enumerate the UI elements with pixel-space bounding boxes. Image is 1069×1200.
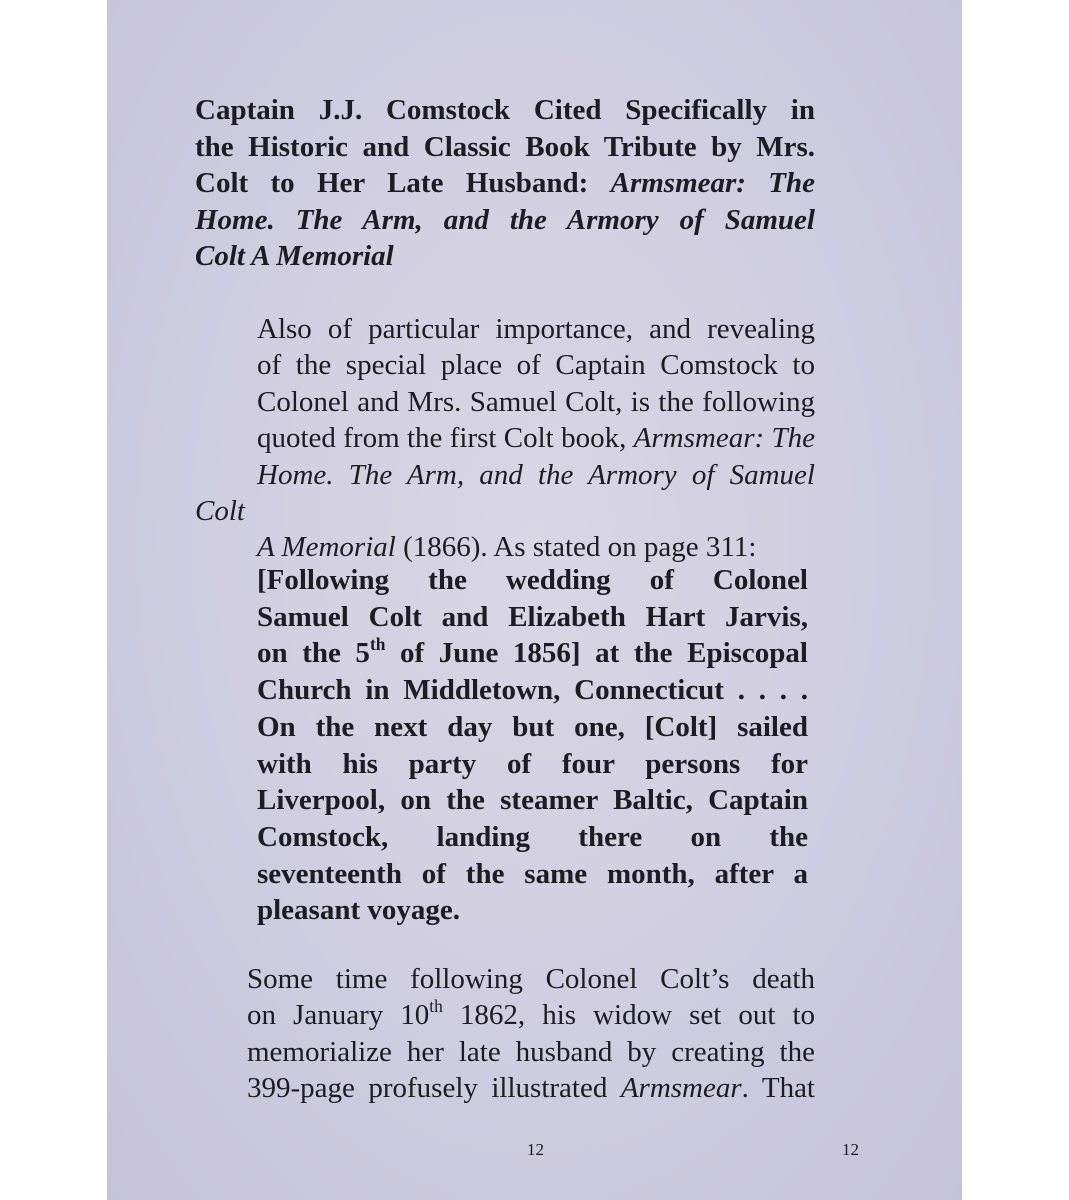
quote-line: Samuel Colt and Elizabeth Hart Jarvis,: [257, 600, 808, 633]
quote-line: Church in Middletown, Connecticut . . . .: [257, 674, 808, 707]
paragraph-text: 1862, his widow set out to: [459, 999, 816, 1032]
ordinal-suffix: th: [429, 996, 443, 1017]
quote-text: on the 5: [257, 637, 370, 670]
quote-line: pleasant voyage.: [257, 894, 460, 927]
heading-line: Captain J.J. Comstock Cited Specifically in: [195, 94, 815, 126]
paragraph-line: Colonel and Mrs. Samuel Colt, is the following: [257, 385, 815, 418]
paragraph-line: [195, 420, 815, 456]
page-number: 12: [527, 1140, 544, 1159]
page-number: 12: [842, 1140, 859, 1159]
block-quote: [257, 562, 808, 929]
book-title: Home. The Arm, and the Armory of Samuel: [195, 203, 815, 236]
paragraph-line: Also of particular importance, and revealing: [257, 313, 815, 345]
book-title: A Memorial: [257, 531, 396, 564]
paragraph-text: quoted from the first Colt book,: [257, 422, 627, 455]
paragraph-line: of the special place of Captain Comstock to: [257, 349, 815, 382]
quote-line: [257, 635, 808, 672]
book-title: Armsmear: [620, 1072, 742, 1105]
paragraph-line: [187, 1070, 815, 1106]
book-title: Armsmear: The: [633, 422, 815, 455]
heading-line: the Historic and Classic Book Tribute by Mrs.: [195, 130, 815, 163]
paragraph-line: [195, 529, 815, 565]
paragraph-text: . That: [741, 1072, 815, 1105]
paragraph-line: memorialize her late husband by creating the: [247, 1035, 815, 1068]
paragraph-line: Some time following Colonel Colt’s death: [247, 963, 815, 995]
heading-line: [195, 165, 815, 202]
paragraph-text: 399-page profusely illustrated: [247, 1072, 608, 1105]
section-heading: [195, 92, 815, 275]
document-page: [107, 0, 962, 1200]
body-paragraph: [187, 961, 815, 1107]
ordinal-suffix: th: [369, 634, 386, 655]
book-title: Armsmear: The: [610, 167, 815, 199]
book-title: Colt A Memorial: [195, 240, 394, 272]
quote-line: Liverpool, on the steamer Baltic, Captain: [257, 784, 808, 817]
paragraph-line: [187, 997, 815, 1033]
quote-line: with his party of four persons for: [257, 747, 808, 780]
heading-text: Colt to Her Late Husband:: [195, 167, 589, 199]
book-title: Home. The Arm, and the Armory of Samuel Colt: [195, 458, 815, 528]
quote-line: [Following the wedding of Colonel: [257, 564, 808, 596]
quote-line: On the next day but one, [Colt] sailed: [257, 710, 808, 743]
body-paragraph: [195, 311, 815, 566]
quote-text: of June 1856] at the Episcopal: [399, 637, 808, 670]
quote-line: seventeenth of the same month, after a: [257, 857, 808, 890]
paragraph-text: (1866). As stated on page 311:: [403, 531, 757, 564]
quote-line: Comstock, landing there on the: [257, 820, 808, 853]
paragraph-text: on January 10: [247, 999, 430, 1032]
